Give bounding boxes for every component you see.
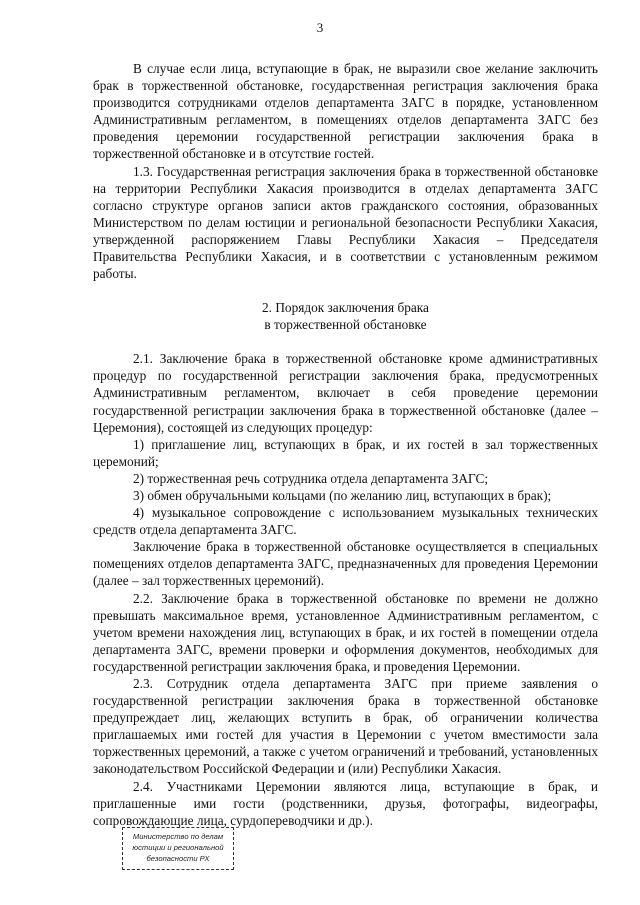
- section-heading: [93, 299, 598, 333]
- paragraph: 2.3. Сотрудник отдела департамента ЗАГС при приеме заявления о государственной регистрации заключения брака в торжественной обстановке предупреждает лиц, желающих вступить в брак, об ограничении количества приглашаемых ими гостей для участия в Церемонии с учетом вместимости зала торжественных церемоний, а также с учетом ограничений и требований, установленных законодательством Российской Федерации и (или) Республики Хакасия.: [93, 676, 598, 777]
- spacer: [93, 333, 598, 350]
- page-number: 3: [316, 20, 324, 35]
- paragraph: В случае если лица, вступающие в брак, не выразили свое желание заключить брак в торжественной обстановке, государственная регистрация заключения брака производится сотрудниками отделов департамента ЗАГС в порядке, установленном Административным регламентом, в помещениях отделов департамента ЗАГС без проведения церемонии государственной регистрации заключения брака в торжественной обстановке и в отсутствие гостей.: [93, 61, 598, 162]
- list-item: 1) приглашение лиц, вступающих в брак, и их гостей в зал торжественных церемоний;: [93, 436, 598, 469]
- section-heading-line: в торжественной обстановке: [264, 317, 427, 333]
- stamp-line: юстиции и региональной: [132, 843, 224, 852]
- section-heading-line: 2. Порядок заключения брака: [262, 300, 429, 316]
- document-body: [93, 60, 598, 829]
- list-item: 4) музыкальное сопровождение с использованием музыкальных технических средств отдела департамента ЗАГС.: [93, 505, 598, 538]
- paragraph: Заключение брака в торжественной обстановке осуществляется в специальных помещениях отделов департамента ЗАГС, предназначенных для проведения Церемонии (далее – зал торжественных церемоний).: [93, 539, 598, 589]
- ministry-stamp: [122, 827, 234, 870]
- paragraph: 1.3. Государственная регистрация заключения брака в торжественной обстановке на территории Республики Хакасия производится в отделах департамента ЗАГС согласно структуре органов записи актов гражданского состояния, образованных Министерством по делам юстиции и региональной безопасности Республики Хакасия, утвержденной распоряжением Главы Республики Хакасия – Председателя Правительства Республики Хакасия, и в соответствии с установленным режимом работы.: [93, 163, 598, 282]
- stamp-line: Министерство по делам: [132, 832, 224, 841]
- paragraph: 2.2. Заключение брака в торжественной обстановке по времени не должно превышать максимальное время, установленное Административным регламентом, с учетом времени нахождения лиц, вступающих в брак, и их гостей в помещении отдела департамента ЗАГС, времени проверки и оформления документов, необходимых для государственной регистрации заключения брака, и проведения Церемонии.: [93, 590, 598, 674]
- stamp-line: безопасности РХ: [146, 854, 210, 863]
- paragraph: 2.1. Заключение брака в торжественной обстановке кроме административных процедур по государственной регистрации заключения брака, предусмотренных Административным регламентом, включает в себя проведение церемонии государственной регистрации заключения брака в торжественной обстановке (далее – Церемония), состоящей из следующих процедур:: [93, 351, 598, 435]
- list-item: 2) торжественная речь сотрудника отдела департамента ЗАГС;: [133, 470, 489, 486]
- spacer: [93, 282, 598, 299]
- paragraph: 2.4. Участниками Церемонии являются лица, вступающие в брак, и приглашенные ими гости (родственники, друзья, фотографы, видеографы, сопровождающие лица, сурдопереводчики и др.).: [93, 778, 598, 828]
- list-item: 3) обмен обручальными кольцами (по желанию лиц, вступающих в брак);: [133, 487, 552, 503]
